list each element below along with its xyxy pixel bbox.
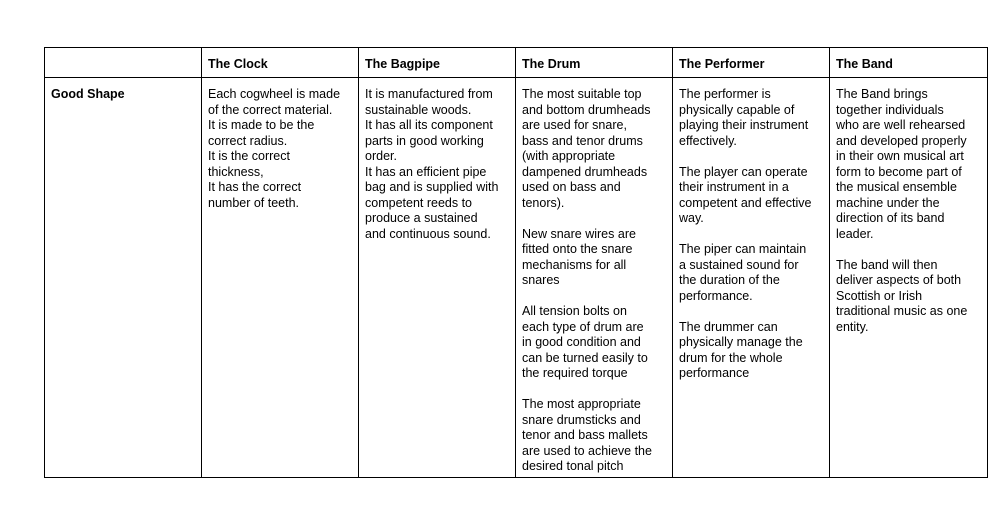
cell-paragraph bbox=[522, 397, 666, 475]
cell-text-line: It has the correct bbox=[208, 180, 302, 194]
cell-text-line: who are well rehearsed bbox=[836, 118, 966, 132]
cell-text-line: of the correct material. bbox=[208, 102, 333, 117]
cell-text-line: The player can operate bbox=[679, 164, 808, 179]
cell-text-line: All tension bolts on bbox=[522, 304, 627, 318]
cell-paragraph bbox=[522, 87, 666, 211]
comparison-table bbox=[44, 47, 988, 478]
cell-text-line: the required torque bbox=[522, 366, 628, 380]
cell-text-line: sustainable woods. bbox=[365, 102, 472, 117]
cell-text-line: leader. bbox=[836, 226, 874, 241]
row-label-good-shape: Good Shape bbox=[45, 78, 202, 478]
cell-bagpipe bbox=[359, 78, 516, 478]
cell-text-line: mechanisms for all bbox=[522, 257, 627, 272]
header-cell-clock: The Clock bbox=[202, 48, 359, 78]
cell-text-line: dampened drumheads bbox=[522, 164, 648, 179]
cell-text-line: and bottom drumheads bbox=[522, 102, 651, 117]
cell-paragraph bbox=[365, 87, 509, 242]
cell-text-line: snares bbox=[522, 273, 560, 287]
cell-text-line: performance. bbox=[679, 288, 753, 303]
header-cell-empty bbox=[45, 48, 202, 78]
cell-text-line: in good condition and bbox=[522, 335, 641, 349]
cell-paragraph bbox=[679, 165, 823, 227]
cell-text-line: tenor and bass mallets bbox=[522, 428, 648, 442]
cell-text-line: playing their instrument bbox=[679, 118, 809, 132]
cell-text-line: direction of its band bbox=[836, 211, 945, 225]
cell-text-line: The Band brings bbox=[836, 87, 928, 101]
cell-text-line: The band will then bbox=[836, 257, 938, 272]
cell-text-line: The performer is bbox=[679, 87, 771, 101]
cell-text-line: tenors). bbox=[522, 195, 565, 210]
cell-paragraph bbox=[522, 227, 666, 289]
cell-text-line: their instrument in a bbox=[679, 180, 789, 194]
cell-text-line: It is the correct bbox=[208, 149, 290, 163]
cell-text-line: correct radius. bbox=[208, 133, 288, 148]
cell-text-line: It has an efficient pipe bbox=[365, 164, 487, 179]
cell-text-line: a sustained sound for bbox=[679, 257, 799, 272]
table-row bbox=[45, 78, 988, 478]
cell-paragraph bbox=[836, 258, 981, 336]
cell-text-line: It is manufactured from bbox=[365, 87, 493, 101]
cell-paragraph bbox=[679, 242, 823, 304]
cell-text-line: used on bass and bbox=[522, 180, 621, 194]
cell-paragraph bbox=[522, 304, 666, 382]
cell-text-line: The most appropriate bbox=[522, 397, 641, 411]
cell-text-line: thickness, bbox=[208, 164, 264, 179]
cell-text-line: and developed properly bbox=[836, 133, 967, 148]
cell-text-line: The piper can maintain bbox=[679, 242, 807, 256]
cell-text-line: performance bbox=[679, 366, 750, 380]
cell-text-line: can be turned easily to bbox=[522, 350, 648, 365]
cell-text-line: (with appropriate bbox=[522, 149, 616, 163]
cell-text-line: drum for the whole bbox=[679, 350, 783, 365]
cell-text-line: bass and tenor drums bbox=[522, 133, 643, 148]
cell-clock bbox=[202, 78, 359, 478]
cell-drum bbox=[516, 78, 673, 478]
header-cell-drum: The Drum bbox=[516, 48, 673, 78]
cell-text-line: It has all its component bbox=[365, 118, 493, 132]
cell-text-line: each type of drum are bbox=[522, 319, 644, 334]
cell-performer bbox=[673, 78, 830, 478]
cell-paragraph bbox=[679, 87, 823, 149]
cell-paragraph bbox=[208, 87, 352, 211]
cell-text-line: physically capable of bbox=[679, 102, 795, 117]
cell-text-line: parts in good working bbox=[365, 133, 484, 148]
cell-text-line: desired tonal pitch bbox=[522, 459, 624, 473]
cell-text-line: effectively. bbox=[679, 133, 737, 148]
cell-text-line: The drummer can bbox=[679, 319, 778, 334]
cell-text-line: physically manage the bbox=[679, 335, 803, 349]
cell-text-line: are used to achieve the bbox=[522, 443, 652, 458]
header-cell-band: The Band bbox=[830, 48, 988, 78]
cell-text-line: way. bbox=[679, 211, 704, 225]
cell-text-line: produce a sustained bbox=[365, 211, 478, 225]
cell-text-line: fitted onto the snare bbox=[522, 242, 633, 256]
cell-text-line: snare drumsticks and bbox=[522, 412, 641, 427]
cell-text-line: traditional music as one bbox=[836, 304, 968, 318]
cell-text-line: the musical ensemble bbox=[836, 180, 957, 194]
cell-text-line: competent reeds to bbox=[365, 195, 473, 210]
cell-text-line: New snare wires are bbox=[522, 226, 636, 241]
cell-text-line: Each cogwheel is made bbox=[208, 87, 341, 101]
cell-text-line: in their own musical art bbox=[836, 149, 964, 163]
cell-text-line: bag and is supplied with bbox=[365, 180, 499, 194]
cell-band bbox=[830, 78, 988, 478]
cell-text-line: the duration of the bbox=[679, 273, 780, 287]
cell-text-line: deliver aspects of both bbox=[836, 273, 962, 287]
cell-text-line: are used for snare, bbox=[522, 118, 627, 132]
cell-paragraph bbox=[836, 87, 981, 242]
cell-text-line: form to become part of bbox=[836, 164, 962, 179]
cell-text-line: Scottish or Irish bbox=[836, 288, 923, 303]
header-cell-performer: The Performer bbox=[673, 48, 830, 78]
cell-text-line: number of teeth. bbox=[208, 195, 300, 210]
cell-text-line: It is made to be the bbox=[208, 118, 315, 132]
cell-text-line: machine under the bbox=[836, 195, 940, 210]
cell-text-line: The most suitable top bbox=[522, 87, 642, 101]
cell-text-line: order. bbox=[365, 149, 397, 163]
cell-text-line: entity. bbox=[836, 319, 869, 334]
cell-paragraph bbox=[679, 320, 823, 382]
cell-text-line: together individuals bbox=[836, 102, 944, 117]
header-cell-bagpipe: The Bagpipe bbox=[359, 48, 516, 78]
cell-text-line: and continuous sound. bbox=[365, 226, 491, 241]
cell-text-line: competent and effective bbox=[679, 195, 812, 210]
table-header-row bbox=[45, 48, 988, 78]
